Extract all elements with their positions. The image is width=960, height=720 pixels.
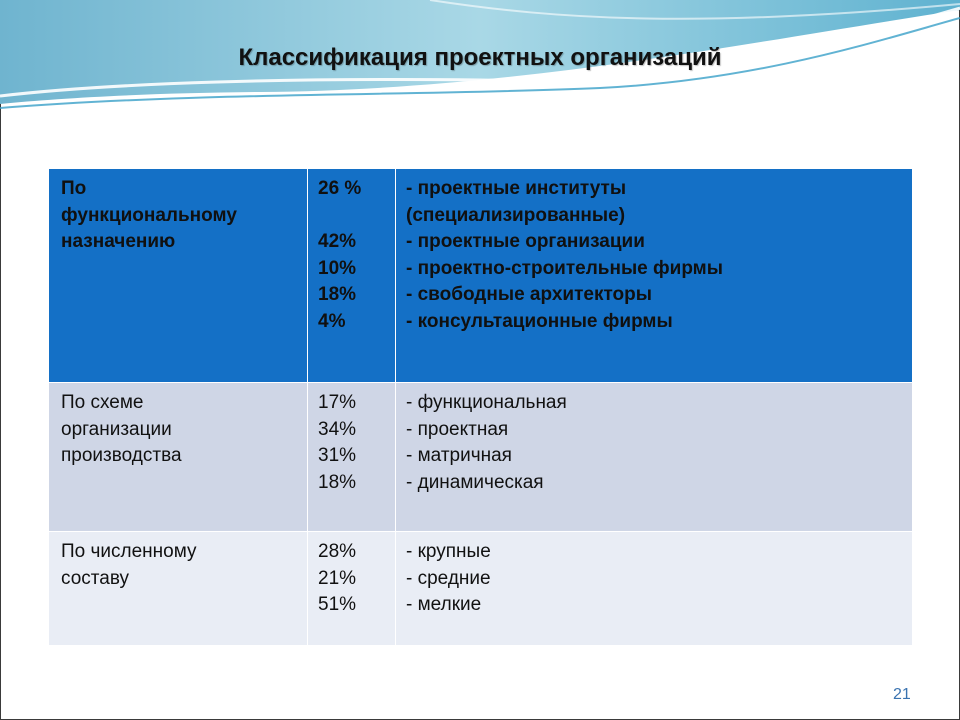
percent-gap: [318, 203, 385, 230]
category-label: По: [61, 178, 87, 199]
percent-value: 21%: [318, 567, 357, 589]
percent-value: 4%: [318, 310, 346, 332]
type-item: - проектная: [406, 418, 509, 440]
type-item: - средние: [406, 567, 491, 589]
category-cell: [49, 532, 308, 646]
category-label: назначению: [61, 231, 176, 252]
table-row: [49, 383, 913, 532]
type-item: (специализированные): [406, 204, 626, 226]
slide-title: Классификация проектных организаций: [238, 44, 722, 71]
percent-cell: [308, 383, 396, 532]
type-item: - проектные организации: [406, 231, 645, 252]
percent-cell: [308, 169, 396, 383]
percent-value: 34%: [318, 418, 357, 440]
category-label: производства: [61, 445, 182, 466]
types-cell: [396, 169, 913, 383]
percent-value: 28%: [318, 541, 357, 562]
category-cell: [49, 169, 308, 383]
percent-value: 17%: [318, 392, 357, 413]
type-item: - свободные архитекторы: [406, 284, 652, 305]
type-item: - проектные институты: [406, 178, 627, 199]
category-label: функциональному: [61, 204, 237, 226]
types-cell: [396, 532, 913, 646]
type-item: - функциональная: [406, 392, 567, 413]
type-item: - мелкие: [406, 594, 482, 615]
types-cell: [396, 383, 913, 532]
category-label: По схеме: [61, 392, 144, 413]
classification-table: [48, 168, 913, 646]
table-row: [49, 532, 913, 646]
category-cell: [49, 383, 308, 532]
percent-cell: [308, 532, 396, 646]
type-item: - консультационные фирмы: [406, 310, 673, 332]
percent-value: 18%: [318, 471, 357, 493]
type-item: - матричная: [406, 445, 512, 466]
category-label: составу: [61, 567, 130, 589]
table-row: [49, 169, 913, 383]
percent-value: 51%: [318, 594, 357, 615]
page-number: 21: [893, 686, 911, 703]
type-item: - крупные: [406, 541, 491, 562]
type-item: - динамическая: [406, 471, 544, 493]
percent-value: 42%: [318, 231, 357, 252]
type-item: - проектно-строительные фирмы: [406, 257, 723, 279]
category-label: организации: [61, 418, 172, 440]
percent-value: 18%: [318, 284, 357, 305]
percent-value: 31%: [318, 445, 357, 466]
percent-value: 10%: [318, 257, 357, 279]
category-label: По численному: [61, 541, 197, 562]
percent-value: 26 %: [318, 178, 362, 199]
